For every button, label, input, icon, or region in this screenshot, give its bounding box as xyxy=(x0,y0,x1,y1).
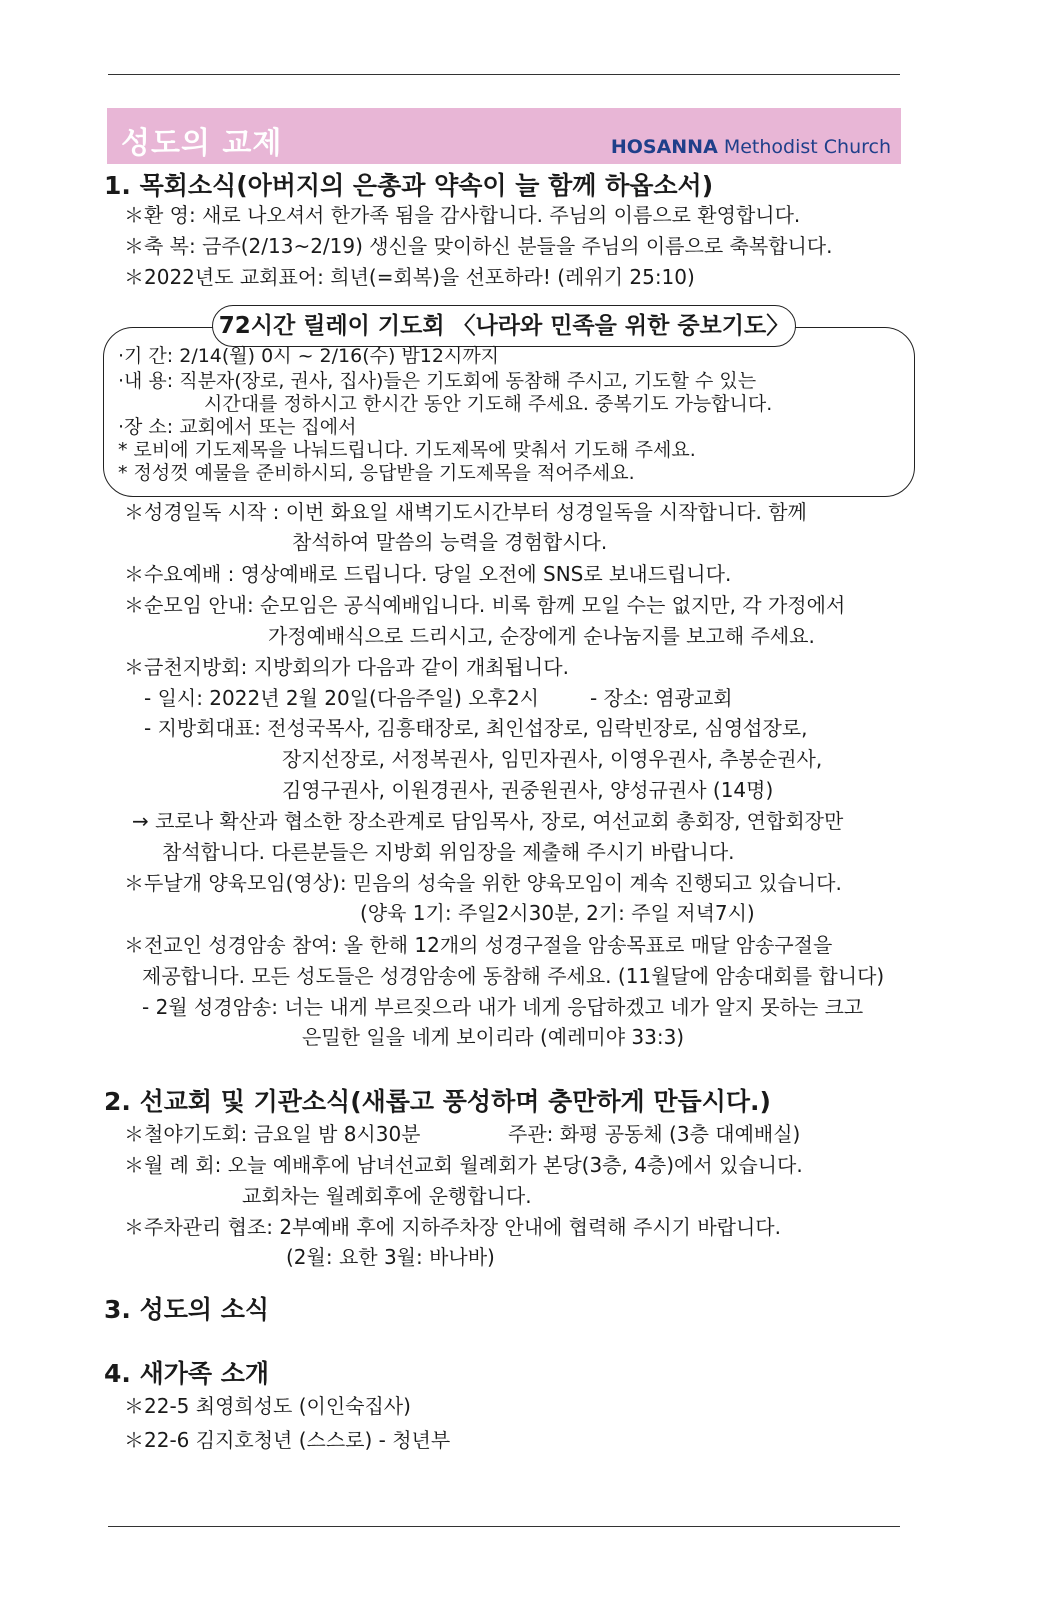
section-banner xyxy=(107,108,901,164)
church-name-bold: HOSANNA xyxy=(610,136,718,158)
cell-meeting-2: 가정예배식으로 드리시고, 순장에게 순나눔지를 보고해 주세요. xyxy=(268,624,815,648)
memorization-3: - 2월 성경암송: 너는 내게 부르짖으라 내가 네게 응답하겠고 네가 알지 못하는 크고 xyxy=(142,995,864,1019)
prayer-place: ·장 소: 교회에서 또는 집에서 xyxy=(118,416,357,438)
church-name-rest: Methodist Church xyxy=(723,136,891,158)
section4-heading: 4. 새가족 소개 xyxy=(104,1359,270,1388)
section2-heading: 2. 선교회 및 기관소식(새롭고 풍성하며 충만하게 만듭시다.) xyxy=(104,1087,771,1116)
prayer-period: ·기 간: 2/14(월) 0시 ~ 2/16(수) 밤12시까지 xyxy=(118,345,500,367)
district-reps-1: - 지방회대표: 전성국목사, 김흥태장로, 최인섭장로, 임락빈장로, 심영섭장로, xyxy=(144,716,808,740)
memorization-4: 은밀한 일을 네게 보이리라 (예레미야 33:3) xyxy=(302,1025,685,1049)
nurture-meeting-2: (양육 1기: 주일2시30분, 2기: 주일 저녁7시) xyxy=(360,901,755,925)
bible-reading-1: ＊성경일독 시작 : 이번 화요일 새벽기도시간부터 성경일독을 시작합니다. 함께 xyxy=(124,500,807,524)
monthly-meeting-2: 교회차는 월례회후에 운행합니다. xyxy=(242,1184,532,1208)
parking-2: (2월: 요한 3월: 바나바) xyxy=(286,1245,495,1269)
memorization-1: ＊전교인 성경암송 참여: 올 한해 12개의 성경구절을 암송목표로 매달 암송구절을 xyxy=(124,933,833,957)
new-family-1: ＊22-5 최영희성도 (이인숙집사) xyxy=(124,1394,411,1418)
top-rule xyxy=(108,74,900,75)
wednesday-service: ＊수요예배 : 영상예배로 드립니다. 당일 오전에 SNS로 보내드립니다. xyxy=(124,562,732,586)
covid-note-1: → 코로나 확산과 협소한 장소관계로 담임목사, 장로, 여선교회 총회장, 연합회장만 xyxy=(132,809,844,833)
new-family-2: ＊22-6 김지호청년 (스스로) - 청년부 xyxy=(124,1428,451,1452)
monthly-meeting-1: ＊월 례 회: 오늘 예배후에 남녀선교회 월례회가 본당(3층, 4층)에서 있습니다. xyxy=(124,1153,803,1177)
covid-note-2: 참석합니다. 다른분들은 지방회 위임장을 제출해 주시기 바랍니다. xyxy=(162,840,735,864)
section1-heading: 1. 목회소식(아버지의 은총과 약속이 늘 함께 하옵소서) xyxy=(104,171,714,200)
welcome-line: ＊환 영: 새로 나오셔서 한가족 됨을 감사합니다. 주님의 이름으로 환영합니다. xyxy=(124,203,801,227)
district-place: - 장소: 염광교회 xyxy=(590,686,733,710)
section3-heading: 3. 성도의 소식 xyxy=(104,1295,270,1324)
birthday-line: ＊축 복: 금주(2/13~2/19) 생신을 맞이하신 분들을 주님의 이름으로 축복합니다. xyxy=(124,234,833,258)
prayer-content-1: ·내 용: 직분자(장로, 권사, 집사)들은 기도회에 동참해 주시고, 기도할 수 있는 xyxy=(118,370,757,392)
prayer-note-2: * 정성껏 예물을 준비하시되, 응답받을 기도제목을 적어주세요. xyxy=(118,462,635,484)
cell-meeting-1: ＊순모임 안내: 순모임은 공식예배입니다. 비록 함께 모일 수는 없지만, 각 가정에서 xyxy=(124,593,846,617)
church-name xyxy=(611,136,891,158)
district-meeting: ＊금천지방회: 지방회의가 다음과 같이 개최됩니다. xyxy=(124,655,569,679)
bottom-rule xyxy=(108,1526,900,1527)
night-prayer-host: 주관: 화평 공동체 (3층 대예배실) xyxy=(508,1122,801,1146)
parking-1: ＊주차관리 협조: 2부예배 후에 지하주차장 안내에 협력해 주시기 바랍니다. xyxy=(124,1215,781,1239)
prayer-content-2: 시간대를 정하시고 한시간 동안 기도해 주세요. 중복기도 가능합니다. xyxy=(204,393,773,415)
district-reps-3: 김영구권사, 이원경권사, 권중원권사, 양성규권사 (14명) xyxy=(282,778,774,802)
night-prayer: ＊철야기도회: 금요일 밤 8시30분 xyxy=(124,1122,421,1146)
bible-reading-2: 참석하여 말씀의 능력을 경험합시다. xyxy=(292,530,608,554)
motto-line: ＊2022년도 교회표어: 희년(=회복)을 선포하라! (레위기 25:10) xyxy=(124,265,695,289)
nurture-meeting-1: ＊두날개 양육모임(영상): 믿음의 성숙을 위한 양육모임이 계속 진행되고 있습니다. xyxy=(124,871,842,895)
prayer-title: 72시간 릴레이 기도회 〈나라와 민족을 위한 중보기도〉 xyxy=(212,305,796,347)
memorization-2: 제공합니다. 모든 성도들은 성경암송에 동참해 주세요. (11월달에 암송대회를 합니다) xyxy=(142,964,885,988)
district-reps-2: 장지선장로, 서정복권사, 임민자권사, 이영우권사, 추봉순권사, xyxy=(282,747,823,771)
district-date: - 일시: 2022년 2월 20일(다음주일) 오후2시 xyxy=(144,686,539,710)
prayer-note-1: * 로비에 기도제목을 나눠드립니다. 기도제목에 맞춰서 기도해 주세요. xyxy=(118,439,696,461)
banner-title: 성도의 교제 xyxy=(121,126,283,161)
